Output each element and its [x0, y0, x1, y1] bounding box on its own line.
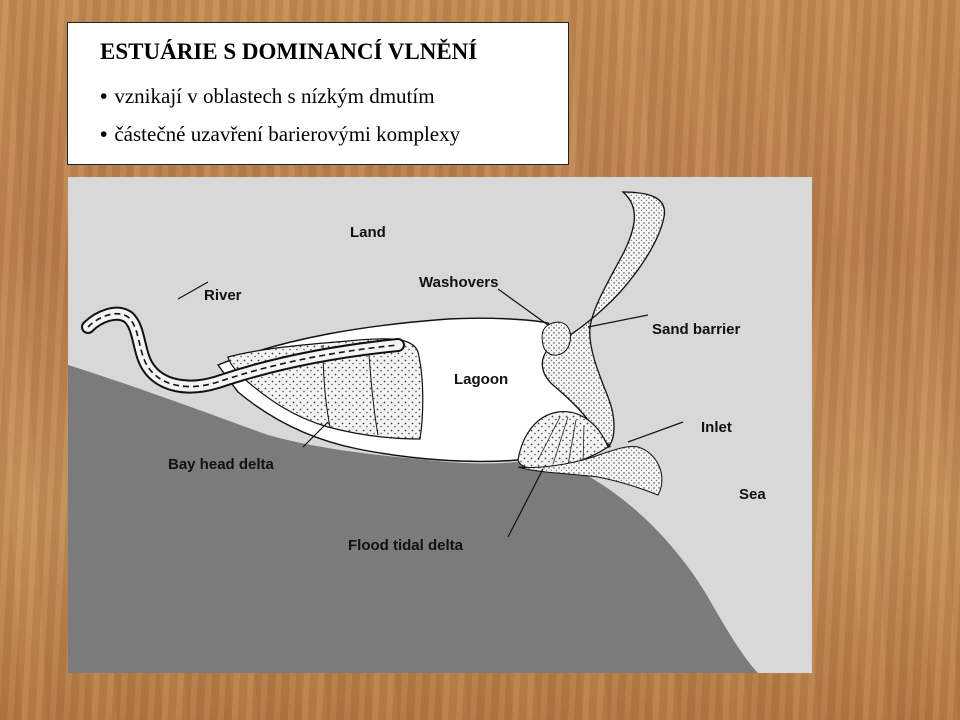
- bullet-item: [100, 122, 460, 147]
- bullet-item: [100, 84, 435, 109]
- label-bay-head-delta: Bay head delta: [168, 456, 274, 473]
- title-box: [67, 22, 569, 165]
- label-lagoon: Lagoon: [454, 371, 509, 388]
- bullet-dot: •: [100, 84, 108, 108]
- slide-title: ESTUÁRIE S DOMINANCÍ VLNĚNÍ: [100, 39, 478, 64]
- bullet-text: vznikají v oblastech s nízkým dmutím: [114, 84, 435, 108]
- label-sand-barrier: Sand barrier: [652, 321, 741, 338]
- bullet-dot: •: [100, 122, 108, 146]
- diagram-svg: [68, 177, 812, 673]
- label-washovers: Washovers: [419, 274, 499, 291]
- label-flood-tidal-delta: Flood tidal delta: [348, 537, 463, 554]
- washovers: [542, 322, 570, 355]
- label-sea: Sea: [739, 486, 766, 503]
- estuary-diagram: [68, 177, 812, 673]
- label-river: River: [204, 287, 242, 304]
- bullet-text: částečné uzavření barierovými komplexy: [114, 122, 461, 146]
- label-land: Land: [350, 224, 386, 241]
- label-inlet: Inlet: [701, 419, 732, 436]
